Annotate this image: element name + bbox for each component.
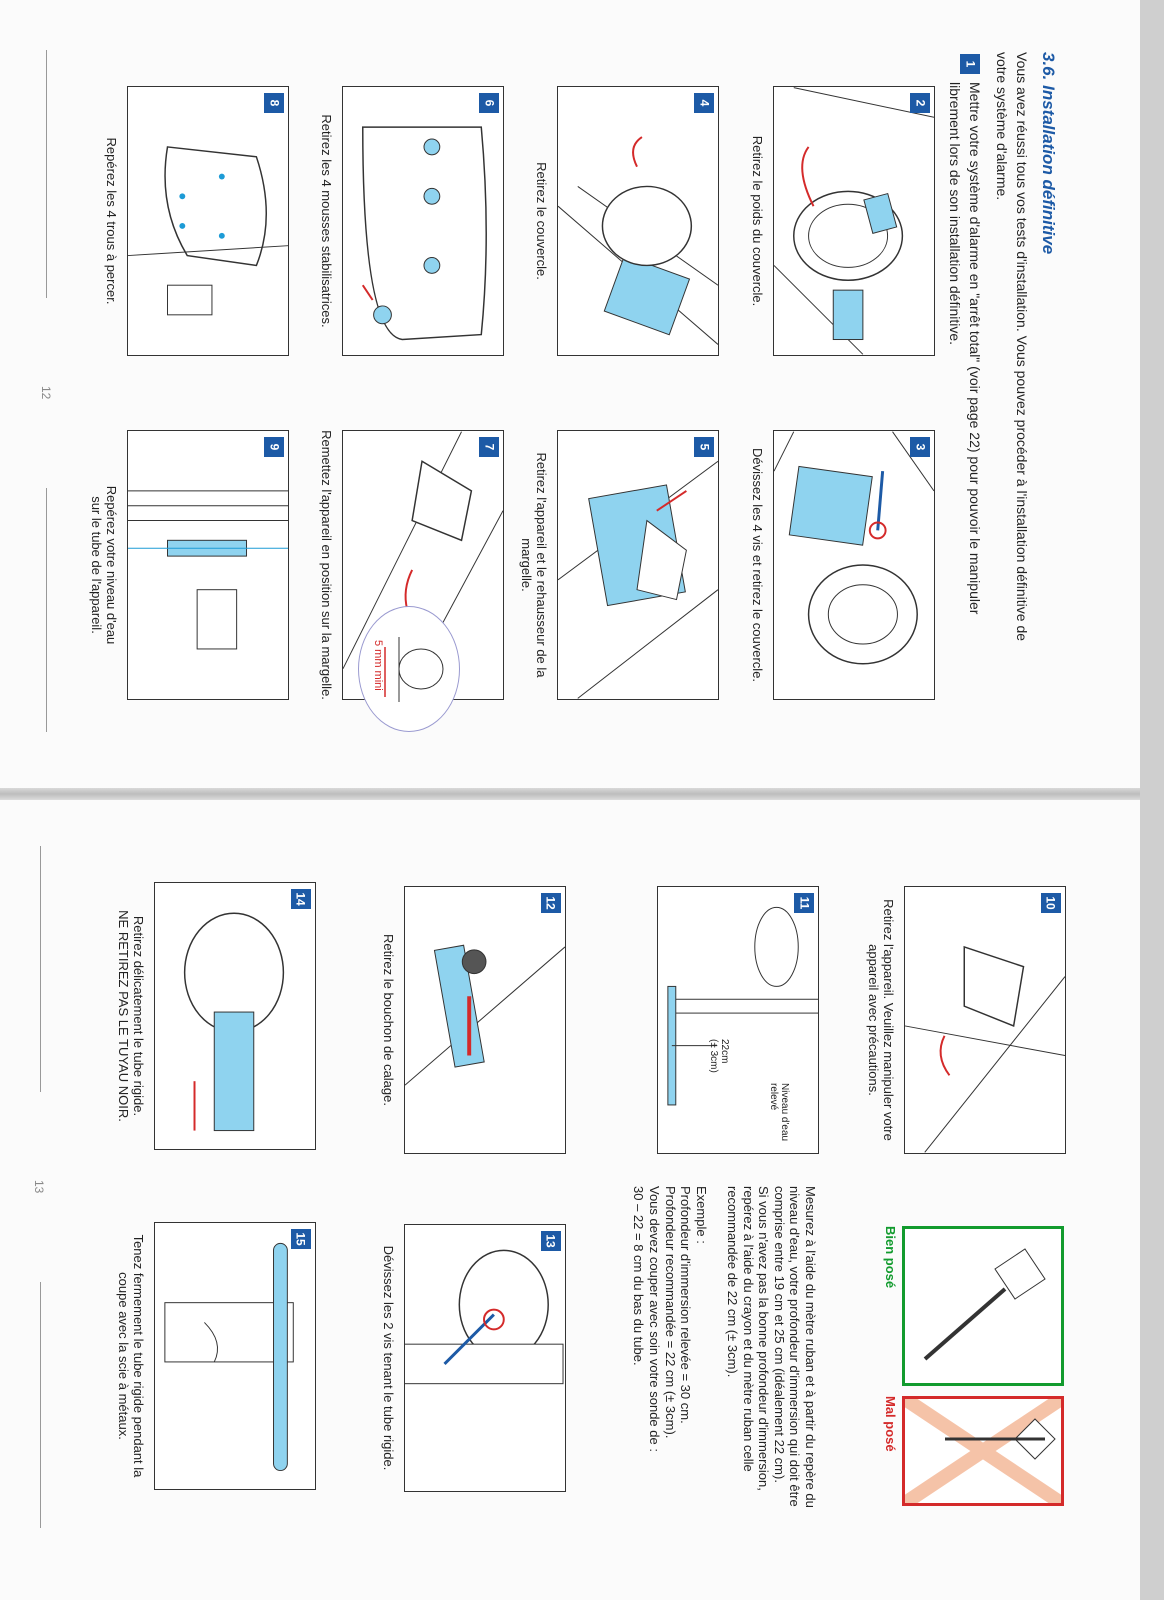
mark-holes-illustration xyxy=(128,87,288,355)
step-14-panel xyxy=(154,882,316,1150)
step-4-caption: Retirez le couvercle. xyxy=(534,162,549,280)
page-number-left: 12 xyxy=(39,386,53,400)
bad-placement-label: Mal posé xyxy=(883,1396,898,1452)
step-15-panel xyxy=(154,1222,316,1490)
step-13-badge: 13 xyxy=(541,1231,561,1251)
section-number: 3.6. xyxy=(1039,52,1058,81)
stabilizer-foams-illustration xyxy=(343,87,503,355)
unscrew-lid-illustration xyxy=(774,431,934,699)
bad-placement-frame xyxy=(902,1396,1064,1506)
step-4-badge: 4 xyxy=(694,93,714,113)
remove-plug-illustration xyxy=(405,887,565,1153)
step-13-panel xyxy=(404,1224,566,1492)
step-9-panel xyxy=(127,430,289,700)
unscrew-tube-illustration xyxy=(405,1225,565,1491)
step-15-badge: 15 xyxy=(291,1229,311,1249)
good-placement-illustration xyxy=(905,1229,1061,1383)
step-8-caption: Repérez les 4 trous à percer. xyxy=(104,137,119,305)
step-6-caption: Retirez les 4 mousses stabilisatrices. xyxy=(319,114,334,328)
water-level-illustration xyxy=(128,431,288,699)
step-15-caption: Tenez fermement le tube rigide pendant la coupe avec la scie à métaux. xyxy=(116,1234,146,1478)
measure-depth-illustration xyxy=(658,887,818,1153)
step-9-badge: 9 xyxy=(264,437,284,457)
step-13-caption: Dévissez les 2 vis tenant le tube rigide. xyxy=(381,1245,396,1471)
remove-lid-illustration xyxy=(558,87,718,355)
step-8-badge: 8 xyxy=(264,93,284,113)
good-placement-frame xyxy=(902,1226,1064,1386)
page-edge xyxy=(1140,0,1164,1600)
booklet-spine xyxy=(0,788,1164,800)
step-5-caption: Retirez l'appareil et le rehausseur de la margelle. xyxy=(519,452,549,678)
step-2-panel xyxy=(773,86,935,356)
depth-label: 22cm (± 3cm) xyxy=(708,1039,730,1073)
page-number-right: 13 xyxy=(32,1180,46,1194)
section-heading xyxy=(1038,52,1058,254)
step-14-badge: 14 xyxy=(291,889,311,909)
step-7-caption: Remettez l'appareil en position sur la margelle. xyxy=(319,430,334,700)
step-1-line-1: Mettre votre système d'alarme en "arrêt total" (voir page 22) pour pouvoir le manipuler xyxy=(967,82,983,615)
measure-instructions: Mesurez à l'aide du mètre ruban et à partir du repère du niveau d'eau, votre profondeur d'immersion qui doit être comprise entre 19 cm et 25 cm (idéalement 22 cm). Si vous n'avez pas la bonne profondeur d'immersion, repérez à l'aide du crayon et du mètre ruban celle recommandée de 22 cm (± 3cm). Exemple : Profondeur d'immersion relevée = 30 cm. Profondeur recommandée = 22 cm (± 3cm). Vous devez couper avec soin votre sonde de : 30 – 22 = 8 cm du bas du tube. xyxy=(631,1186,818,1508)
footer-rule xyxy=(40,1282,41,1528)
step-7-annotation: 5 mm mini xyxy=(372,640,384,691)
step-2-badge: 2 xyxy=(910,93,930,113)
lift-device-illustration xyxy=(905,887,1065,1153)
step-3-caption: Dévissez les 4 vis et retirez le couvercle. xyxy=(750,447,765,683)
step-12-caption: Retirez le bouchon de calage. xyxy=(381,933,396,1106)
step-2-caption: Retirez le poids du couvercle. xyxy=(750,135,765,307)
step-7-badge: 7 xyxy=(479,437,499,457)
water-level-label: Niveau d'eau relevé xyxy=(768,1083,790,1142)
step-9-caption: Repérez votre niveau d'eau sur le tube de l'appareil. xyxy=(89,485,119,645)
footer-rule xyxy=(46,488,47,732)
step-12-badge: 12 xyxy=(541,893,561,913)
intro-line-2: votre système d'alarme. xyxy=(994,52,1010,201)
intro-line-1: Vous avez réussi tous vos tests d'installation. Vous pouvez procéder à l'installation définitive de xyxy=(1014,52,1030,642)
step-10-caption: Retirez l'appareil. Veuillez manipuler votre appareil avec précautions. xyxy=(866,899,896,1141)
lid-weight-illustration xyxy=(774,87,934,355)
good-placement-label: Bien posé xyxy=(883,1226,898,1289)
step-10-badge: 10 xyxy=(1041,893,1061,913)
step-10-panel xyxy=(904,886,1066,1154)
step-6-panel xyxy=(342,86,504,356)
step-14-caption: Retirez délicatement le tube rigide. NE RETIREZ PAS LE TUYAU NOIR. xyxy=(116,910,146,1122)
step-5-badge: 5 xyxy=(694,437,714,457)
step-1-badge: 1 xyxy=(960,54,980,74)
step-6-badge: 6 xyxy=(479,93,499,113)
step-11-panel xyxy=(657,886,819,1154)
step-3-badge: 3 xyxy=(910,437,930,457)
bad-placement-illustration xyxy=(905,1399,1061,1503)
step-11-badge: 11 xyxy=(794,893,814,913)
footer-rule xyxy=(40,846,41,1092)
step-1-line-2: librement lors de son installation définitive. xyxy=(947,82,963,346)
footer-rule xyxy=(46,50,47,298)
step-3-panel xyxy=(773,430,935,700)
step-5-panel xyxy=(557,430,719,700)
remove-tube-illustration xyxy=(155,883,315,1149)
section-title: Installation définitive xyxy=(1039,85,1058,255)
step-12-panel xyxy=(404,886,566,1154)
remove-device-illustration xyxy=(558,431,718,699)
step-8-panel xyxy=(127,86,289,356)
cut-tube-illustration xyxy=(155,1223,315,1489)
step-4-panel xyxy=(557,86,719,356)
